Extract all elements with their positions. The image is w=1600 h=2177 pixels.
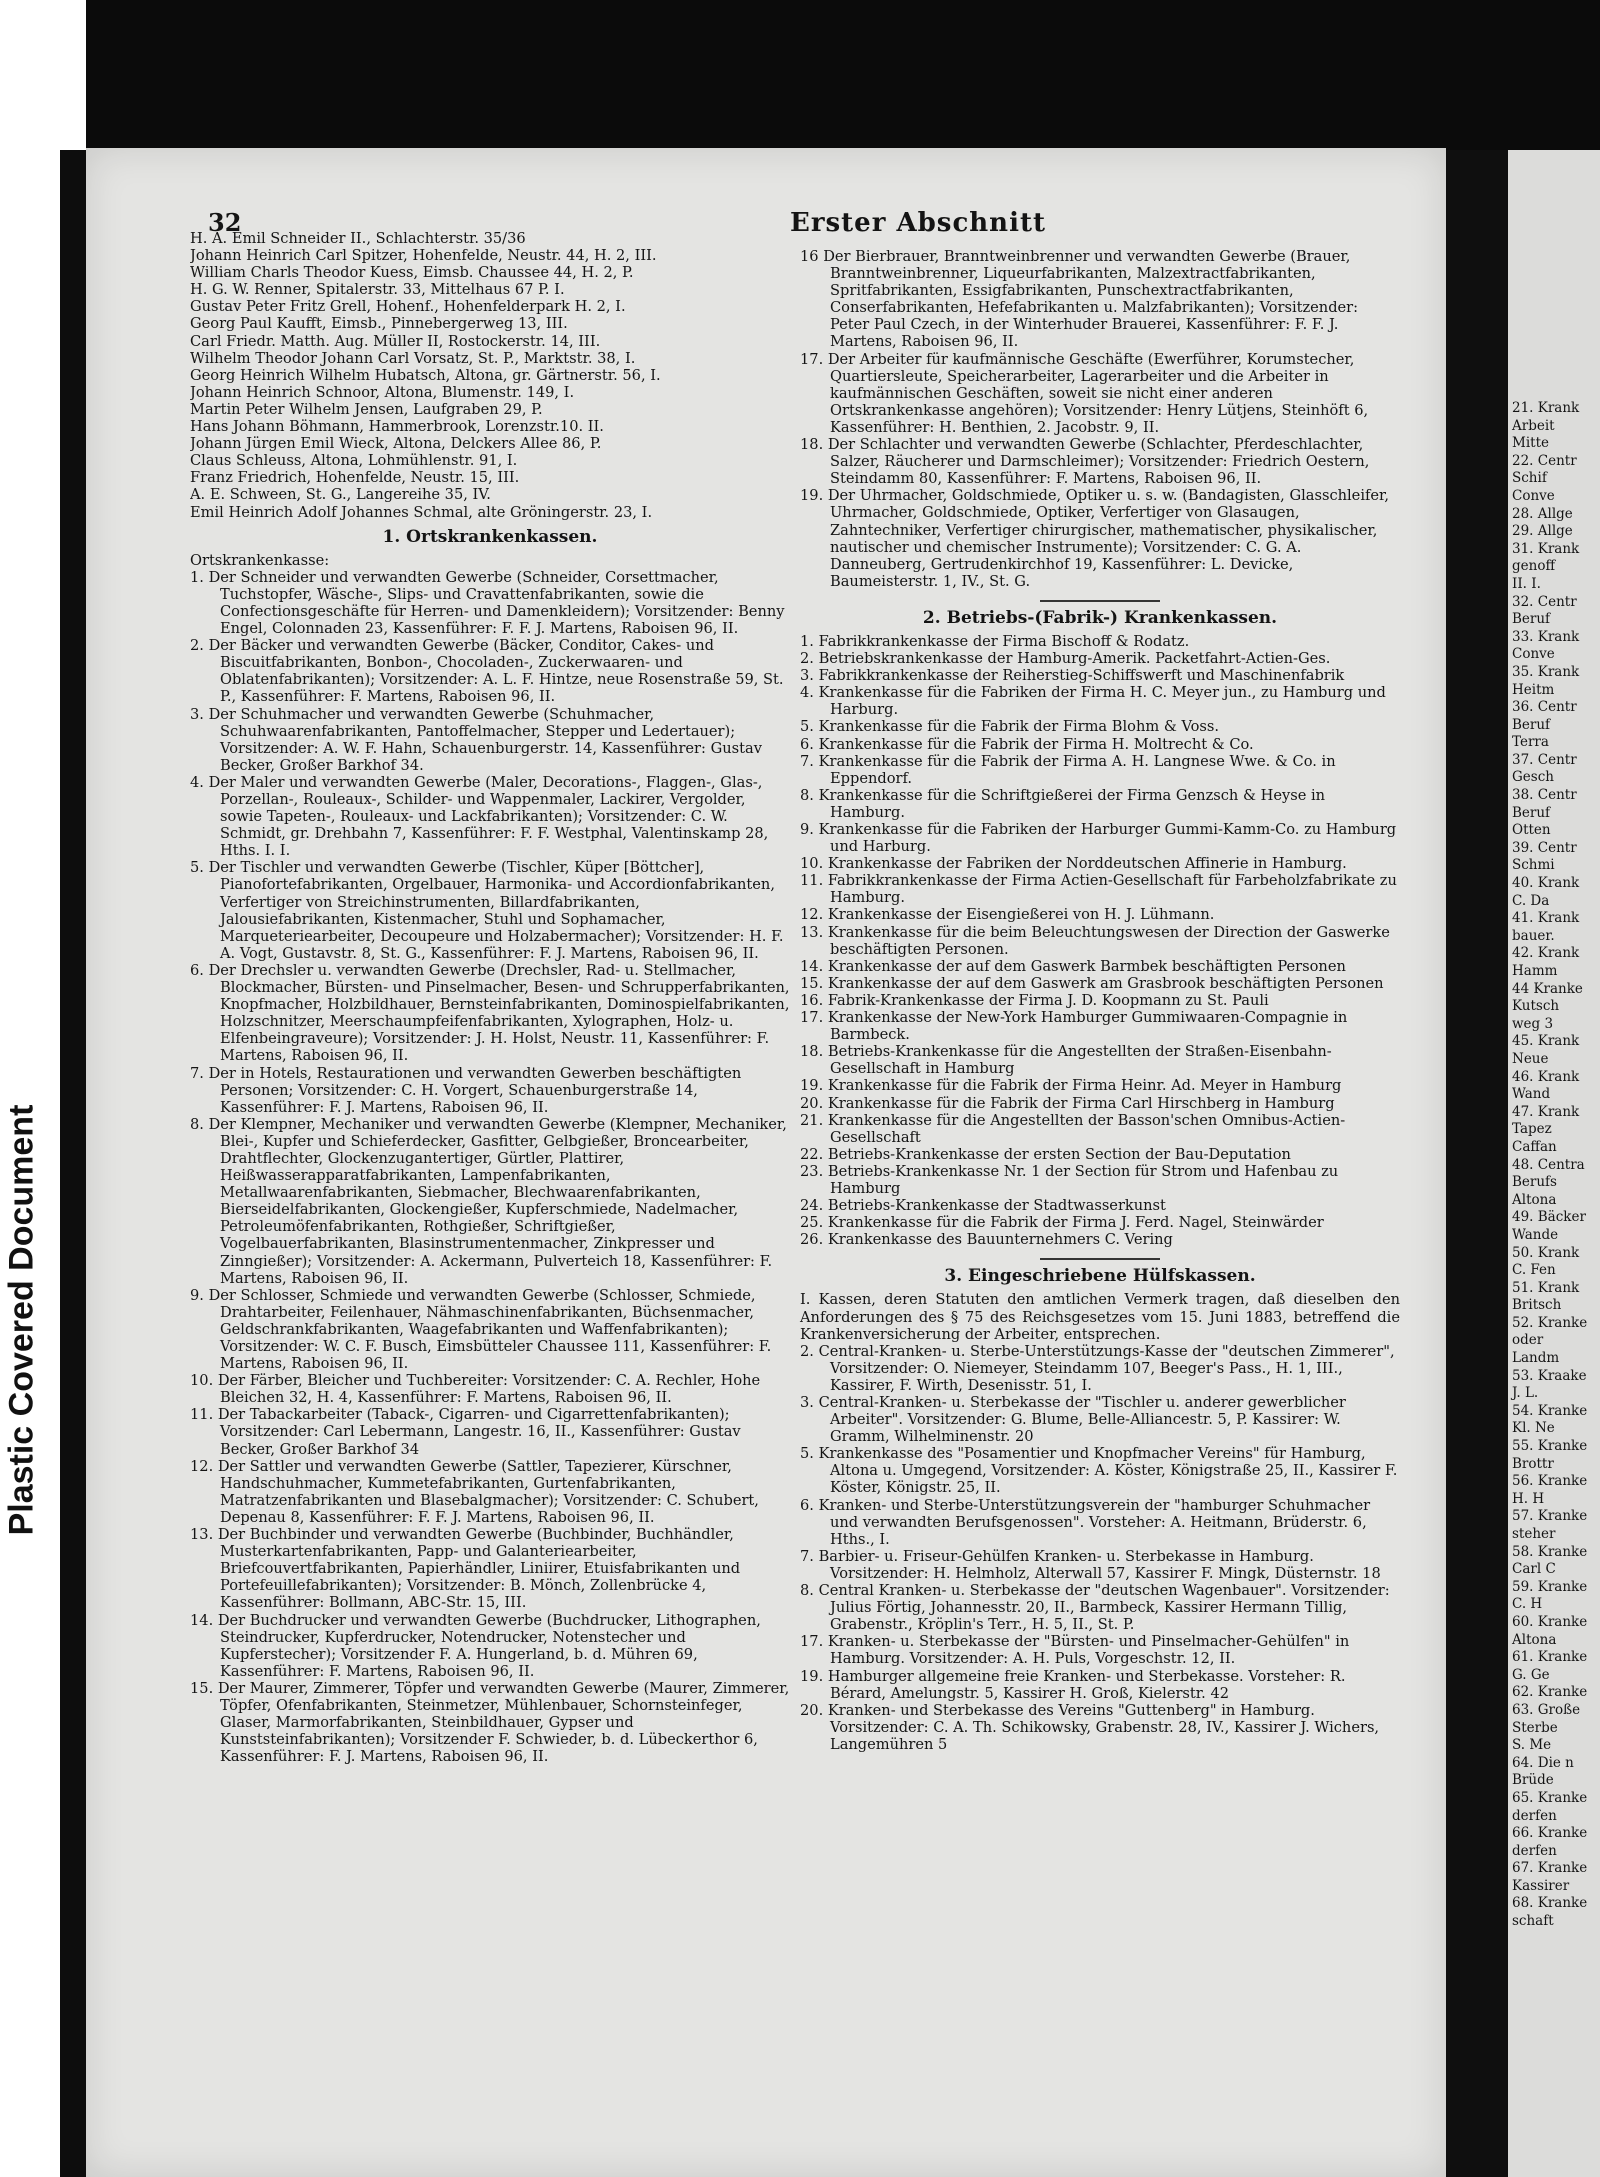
- next-page-line: Kutsch: [1512, 998, 1560, 1015]
- heading-huelfskassen: 3. Eingeschriebene Hülfskassen.: [944, 1266, 1256, 1287]
- list-item: [800, 958, 1400, 975]
- list-item: [190, 1526, 790, 1611]
- book-gutter: [1446, 150, 1508, 2177]
- list-item-text: 5. Krankenkasse für die Fabrik der Firma Blohm & Voss.: [800, 718, 1220, 736]
- next-page-line: Sterbe: [1512, 1719, 1558, 1736]
- next-page-line: Schif: [1512, 470, 1547, 487]
- next-page-line: Kassirer: [1512, 1877, 1570, 1894]
- list-item: [800, 633, 1400, 650]
- section-divider: [1040, 1258, 1160, 1260]
- list-item-text: 10. Krankenkasse der Fabriken der Norddeutschen Affinerie in Hamburg.: [800, 855, 1347, 873]
- name-entry: Emil Heinrich Adolf Johannes Schmal, alte Gröningerstr. 23, I.: [190, 503, 653, 521]
- name-entry: Gustav Peter Fritz Grell, Hohenf., Hohenfelderpark H. 2, I.: [190, 298, 626, 316]
- next-page-line: 66. Kranke: [1512, 1825, 1588, 1842]
- list-item-text: 11. Fabrikkrankenkasse der Firma Actien-Gesellschaft für Farbeholzfabrikate zu Hamburg.: [800, 872, 1397, 907]
- list-item: [800, 1163, 1400, 1197]
- list-item-text: 17. Kranken- u. Sterbekasse der "Bürsten- und Pinselmacher-Gehülfen" in Hamburg. Vorsitzender: A. H. Puls, Vorgeschstr. 12, II.: [800, 1633, 1350, 1668]
- next-page-line: Mitte: [1512, 435, 1549, 452]
- list-item: [800, 855, 1400, 872]
- ortskrankenkassen-list-continued: [800, 248, 1400, 590]
- name-entry: H. A. Emil Schneider II., Schlachterstr. 35/36: [190, 230, 526, 247]
- next-page-line: 53. Kraake: [1512, 1367, 1587, 1384]
- list-item-text: 24. Betriebs-Krankenkasse der Stadtwasserkunst: [800, 1197, 1166, 1215]
- next-page-line: 62. Kranke: [1512, 1684, 1588, 1701]
- next-page-line: J. L.: [1512, 1385, 1539, 1402]
- next-page-line: 33. Krank: [1512, 628, 1580, 645]
- next-page-line: 56. Kranke: [1512, 1473, 1588, 1490]
- list-item-text: 11. Der Tabackarbeiter (Taback-, Cigarren- und Cigarrettenfabrikanten); Vorsitzender: Carl Lebermann, Langestr. 16, II., Kassenführer: Gustav Becker, Großer Barkhof 34: [190, 1406, 741, 1458]
- list-item-text: 4. Krankenkasse für die Fabriken der Firma H. C. Meyer jun., zu Hamburg und Harburg.: [800, 684, 1386, 719]
- scan-background-left: [60, 150, 86, 2177]
- next-page-line: C. Da: [1512, 892, 1550, 909]
- list-item: [190, 1406, 790, 1457]
- ortskrankenkassen-list: [190, 569, 790, 1766]
- list-item: [800, 992, 1400, 1009]
- list-item: [190, 706, 790, 774]
- list-item-text: 15. Der Maurer, Zimmerer, Töpfer und verwandten Gewerbe (Maurer, Zimmerer, Töpfer, Ofenfabrikanten, Steinmetzer, Mühlenbauer, Schornsteinfeger, Glaser, Marmorfabrikanten, Steinbildhauer, Gypser und Kunststeinfabrikanten); Vorsitzender F. Schwieder, b. d. Lübeckerthor 6, Kassenführer: F. J. Martens, Raboisen 96, II.: [190, 1679, 790, 1766]
- list-item-text: 14. Krankenkasse der auf dem Gaswerk Barmbek beschäftigten Personen: [800, 957, 1346, 975]
- next-page-line: 21. Krank: [1512, 400, 1580, 416]
- list-item: [800, 872, 1400, 906]
- name-entry: Carl Friedr. Matth. Aug. Müller II, Rostockerstr. 14, III.: [190, 332, 601, 350]
- next-page-line: Berufs: [1512, 1174, 1557, 1191]
- list-item-text: 13. Krankenkasse für die beim Beleuchtungswesen der Direction der Gaswerke beschäftigten Personen.: [800, 923, 1390, 958]
- list-item-text: 17. Der Arbeiter für kaufmännische Geschäfte (Ewerführer, Korumstecher, Quartiersleute, Speicherarbeiter, Lagerarbeiter und die Arbeiter in kaufmännischen Geschäften, soweit sie nicht einer anderen Ortskrankenkasse angehören); Vorsitzender: Henry Lütjens, Steinhöft 6, Kassenführer: H. Benthien, 2. Jacobstr. 9, II.: [800, 350, 1369, 436]
- list-item-text: 14. Der Buchdrucker und verwandten Gewerbe (Buchdrucker, Lithographen, Steindrucker, Kupferdrucker, Notendrucker, Notenstecher und Kupferstecher); Vorsitzender F. A. Hungerland, b. d. Mühren 69, Kassenführer: F. Martens, Raboisen 96, II.: [190, 1611, 761, 1680]
- page-number: 32: [208, 208, 242, 237]
- next-page-line: 64. Die n: [1512, 1754, 1574, 1771]
- next-page-line: Tapez: [1512, 1121, 1552, 1138]
- list-item-text: 3. Fabrikkrankenkasse der Reiherstieg-Schiffswerft und Maschinenfabrik: [800, 667, 1345, 685]
- list-item-text: 19. Der Uhrmacher, Goldschmiede, Optiker u. s. w. (Bandagisten, Glasschleifer, Uhrmacher, Goldschmiede, Optiker, Verfertiger von Glasaugen, Zahntechniker, Verfertiger chirurgischer, mathematischer, physikalischer, nautischer und chemischer Instrumente); Vorsitzender: C. G. A. Danneuberg, Gertrudenkirchhof 19, Kassenführer: L. Devicke, Baumeisterstr. 1, IV., St. G.: [800, 487, 1390, 590]
- list-item-text: 2. Betriebskrankenkasse der Hamburg-Amerik. Packetfahrt-Actien-Ges.: [800, 650, 1331, 668]
- next-page-line: 32. Centr: [1512, 593, 1577, 610]
- list-item: [190, 1372, 790, 1406]
- next-page-line: Schmi: [1512, 857, 1555, 874]
- next-page-line: 35. Krank: [1512, 663, 1580, 680]
- next-page-line: H. H: [1512, 1490, 1545, 1507]
- next-page-line: Gesch: [1512, 769, 1554, 786]
- next-page-line: Brüde: [1512, 1772, 1554, 1789]
- list-item-text: 17. Krankenkasse der New-York Hamburger Gummiwaaren-Compagnie in Barmbeck.: [800, 1009, 1348, 1044]
- list-item-text: 20. Kranken- und Sterbekasse des Vereins "Guttenberg" in Hamburg. Vorsitzender: C. A. Th. Schikowsky, Grabenstr. 28, IV., Kassirer J. Wichers, Langemühren 5: [800, 1701, 1380, 1753]
- next-page-line: 50. Krank: [1512, 1244, 1580, 1261]
- list-item: [800, 1077, 1400, 1094]
- next-page-line: 37. Centr: [1512, 751, 1577, 768]
- list-item-text: 22. Betriebs-Krankenkasse der ersten Section der Bau-Deputation: [800, 1145, 1291, 1163]
- next-page-line: 67. Kranke: [1512, 1860, 1588, 1877]
- intro-paragraph: I. Kassen, deren Statuten den amtlichen Vermerk tragen, daß dieselben den Anforderungen des § 75 des Reichsgesetzes vom 15. Juni 1883, betreffend die Krankenversicherung der Arbeiter, entsprechen.: [800, 1291, 1400, 1343]
- next-page-line: 36. Centr: [1512, 699, 1577, 716]
- list-item: [800, 1231, 1400, 1248]
- next-page-line: Terra: [1512, 734, 1549, 751]
- next-page-line: 68. Kranke: [1512, 1895, 1588, 1912]
- name-entry: Johann Heinrich Carl Spitzer, Hohenfelde, Neustr. 44, H. 2, III.: [190, 247, 657, 265]
- list-item: [800, 436, 1400, 487]
- sidebar-label: Plastic Covered Document: [2, 1104, 41, 1536]
- next-page-line: 45. Krank: [1512, 1033, 1580, 1050]
- next-page-line: derfen: [1512, 1842, 1557, 1859]
- list-item: [800, 667, 1400, 684]
- list-item: [190, 1680, 790, 1765]
- list-item: [800, 1214, 1400, 1231]
- list-item: [190, 1065, 790, 1116]
- next-page-line: 39. Centr: [1512, 839, 1577, 856]
- next-page-line: 54. Kranke: [1512, 1402, 1588, 1419]
- next-page-line: 46. Krank: [1512, 1068, 1580, 1085]
- lead-text: Ortskrankenkasse:: [190, 551, 330, 569]
- name-entry: Franz Friedrich, Hohenfelde, Neustr. 15, III.: [190, 469, 520, 487]
- next-page-line: 55. Kranke: [1512, 1438, 1588, 1455]
- list-item: [800, 487, 1400, 590]
- list-item: [800, 1702, 1400, 1753]
- scan-background-top: [86, 0, 1600, 150]
- list-item-text: 23. Betriebs-Krankenkasse Nr. 1 der Section für Strom und Hafenbau zu Hamburg: [800, 1162, 1339, 1197]
- heading-ortskrankenkassen: 1. Ortskrankenkassen.: [382, 526, 598, 547]
- next-page-line: Wand: [1512, 1086, 1551, 1103]
- list-item-text: 18. Der Schlachter und verwandten Gewerbe (Schlachter, Pferdeschlachter, Salzer, Räucherer und Darmschleimer); Vorsitzender: Friedrich Oestern, Steindamm 80, Kassenführer: F. Martens, Raboisen 96, II.: [800, 436, 1370, 488]
- list-item-text: 12. Der Sattler und verwandten Gewerbe (Sattler, Tapezierer, Kürschner, Handschuhmacher, Kummetefabrikanten, Gurtenfabrikanten, Matratzenfabrikanten und Blasebalgmacher); Vorsitzender: C. Schubert, Depenau 8, Kassenführer: F. F. J. Martens, Raboisen 96, II.: [190, 1457, 759, 1526]
- next-page-line: Arbeit: [1512, 417, 1555, 434]
- names-list: [190, 230, 790, 521]
- next-page-line: 29. Allge: [1512, 523, 1573, 540]
- list-item: [800, 1095, 1400, 1112]
- next-page-line: 28. Allge: [1512, 505, 1573, 522]
- next-page-line: 63. Große: [1512, 1701, 1581, 1718]
- list-item-text: 7. Barbier- u. Friseur-Gehülfen Kranken- u. Sterbekasse in Hamburg. Vorsitzender: H. Helmholz, Alterwall 57, Kassirer F. Mingk, Düsternstr. 18: [800, 1547, 1381, 1582]
- next-page-line: 47. Krank: [1512, 1103, 1580, 1120]
- next-page-line: C. H: [1512, 1596, 1543, 1613]
- next-page-line: S. Me: [1512, 1737, 1552, 1754]
- next-page-line: Altona: [1512, 1191, 1557, 1208]
- name-entry: William Charls Theodor Kuess, Eimsb. Chaussee 44, H. 2, P.: [190, 264, 634, 282]
- next-page-line: Hamm: [1512, 963, 1558, 979]
- next-page-line: oder: [1512, 1332, 1544, 1349]
- heading-betriebskrankenkassen: 2. Betriebs-(Fabrik-) Krankenkassen.: [922, 607, 1278, 628]
- next-page-line: Beruf: [1512, 804, 1551, 821]
- next-page-line: II. I.: [1512, 575, 1541, 592]
- next-page-line: Brottr: [1512, 1455, 1554, 1472]
- list-item-text: 9. Krankenkasse für die Fabriken der Harburger Gummi-Kamm-Co. zu Hamburg und Harburg.: [800, 821, 1397, 856]
- list-item-text: 20. Krankenkasse für die Fabrik der Firma Carl Hirschberg in Hamburg: [800, 1094, 1335, 1112]
- list-item: [800, 1497, 1400, 1548]
- list-item: [800, 684, 1400, 718]
- next-page-line: Beruf: [1512, 716, 1551, 733]
- list-item: [800, 753, 1400, 787]
- list-item-text: 3. Der Schuhmacher und verwandten Gewerbe (Schuhmacher, Schuhwaarenfabrikanten, Pantoffelmacher, Stepper und Ledertauer); Vorsitzender: A. W. F. Hahn, Schauenburgerstr. 14, Kassenführer: Gustav Becker, Großer Barkhof 34.: [190, 705, 762, 774]
- betriebskrankenkassen-list: [800, 633, 1400, 1248]
- list-item-text: 3. Central-Kranken- u. Sterbekasse der "Tischler u. anderer gewerblicher Arbeiter". Vorsitzender: G. Blume, Belle-Alliancestr. 5, P. Kassirer: W. Gramm, Wilhelminenstr. 20: [800, 1394, 1346, 1446]
- list-item-text: 16 Der Bierbrauer, Branntweinbrenner und verwandten Gewerbe (Brauer, Branntweinbrenner, Liqueurfabrikanten, Malzextractfabrikanten, Spritfabrikanten, Essigfabrikanten, Punschextractfabrikanten, Conserfabrikanten, Hefefabrikanten u. Malzfabrikanten); Vorsitzender: Peter Paul Czech, in der Winterhuder Brauerei, Kassenführer: F. F. J. Martens, Raboisen 96, II.: [800, 248, 1359, 351]
- list-item: [800, 924, 1400, 958]
- list-item-text: 4. Der Maler und verwandten Gewerbe (Maler, Decorations-, Flaggen-, Glas-, Porzellan-, Rouleaux-, Schilder- und Wappenmaler, Lackirer, Vergolder, sowie Tapeten-, Rouleaux- und Lackfabrikanten); Vorsitzender: C. W. Schmidt, gr. Drehbahn 7, Kassenführer: F. F. Westphal, Valentinskamp 28, Hths. I. I.: [190, 773, 769, 860]
- list-item-text: 21. Krankenkasse für die Angestellten der Basson'schen Omnibus-Actien-Gesellschaft: [800, 1111, 1346, 1146]
- sidebar-watermark: [0, 0, 44, 2177]
- next-page-line: 60. Kranke: [1512, 1613, 1588, 1630]
- next-page-line: schaft: [1512, 1913, 1554, 1930]
- list-item: [800, 718, 1400, 735]
- list-item: [190, 569, 790, 637]
- name-entry: Georg Paul Kaufft, Eimsb., Pinnebergerweg 13, III.: [190, 315, 568, 333]
- list-item: [800, 1445, 1400, 1496]
- next-page-line: 48. Centra: [1512, 1156, 1585, 1173]
- list-item-text: 5. Der Tischler und verwandten Gewerbe (Tischler, Küper [Böttcher], Pianofortefabrikanten, Orgelbauer, Harmonika- und Accordionfabrikanten, Verfertiger von Streichinstrumenten, Billardfabrikanten, Jalousiefabrikanten, Kistenmacher, Stuhl und Sophamacher, Marqueteriearbeiter, Decoupeure und Holzabermacher); Vorsitzender: H. F. A. Vogt, Gustavstr. 8, St. G., Kassenführer: F. J. Martens, Raboisen 96, II.: [190, 859, 784, 962]
- list-item: [800, 1009, 1400, 1043]
- list-item: [190, 1116, 790, 1287]
- next-page-line: weg 3: [1512, 1015, 1554, 1032]
- name-entry: Johann Jürgen Emil Wieck, Altona, Delckers Allee 86, P.: [190, 435, 602, 453]
- list-item: [800, 736, 1400, 753]
- list-item-text: 12. Krankenkasse der Eisengießerei von H. J. Lühmann.: [800, 906, 1215, 924]
- next-page-line: C. Fen: [1512, 1262, 1556, 1279]
- next-page-line: Britsch: [1512, 1297, 1562, 1314]
- list-item: [190, 637, 790, 705]
- list-item-text: 6. Krankenkasse für die Fabrik der Firma H. Moltrecht & Co.: [800, 735, 1254, 753]
- next-page-line: 59. Kranke: [1512, 1578, 1588, 1595]
- list-item-text: 9. Der Schlosser, Schmiede und verwandten Gewerbe (Schlosser, Schmiede, Drahtarbeiter, Feilenhauer, Nähmaschinenfabrikanten, Büchsenmacher, Geldschrankfabrikanten, Waagefabrikanten und Waffenfabrikanten); Vorsitzender: W. C. F. Busch, Eimsbütteler Chaussee 111, Kassenführer: F. Martens, Raboisen 96, II.: [190, 1286, 772, 1373]
- list-item-text: 7. Der in Hotels, Restaurationen und verwandten Gewerben beschäftigten Personen; Vorsitzender: C. H. Vorgert, Schauenburgerstraße 14, Kassenführer: F. J. Martens, Raboisen 96, II.: [190, 1064, 742, 1116]
- list-item-text: 8. Central Kranken- u. Sterbekasse der "deutschen Wagenbauer". Vorsitzender: Julius Förtig, Johannesstr. 20, II., Barmbeck, Kassirer Hermann Tillig, Grabenstr., Kröplin's Terr., H. 5, II., St. P.: [800, 1582, 1390, 1634]
- next-page-line: Conve: [1512, 487, 1555, 504]
- next-page-line: 52. Kranke: [1512, 1314, 1588, 1331]
- list-item-text: 1. Fabrikkrankenkasse der Firma Bischoff & Rodatz.: [800, 632, 1190, 650]
- list-item: [190, 1287, 790, 1372]
- list-item-text: 19. Krankenkasse für die Fabrik der Firma Heinr. Ad. Meyer in Hamburg: [800, 1077, 1342, 1095]
- name-entry: A. E. Schween, St. G., Langereihe 35, IV.: [190, 486, 491, 504]
- list-item-text: 25. Krankenkasse für die Fabrik der Firma J. Ferd. Nagel, Steinwärder: [800, 1214, 1324, 1232]
- list-item: [190, 859, 790, 962]
- list-item-text: 16. Fabrik-Krankenkasse der Firma J. D. Koopmann zu St. Pauli: [800, 991, 1269, 1009]
- next-page-line: Kl. Ne: [1512, 1420, 1555, 1437]
- list-item-text: 5. Krankenkasse des "Posamentier und Knopfmacher Vereins" für Hamburg, Altona u. Umgegend, Vorsitzender: A. Köster, Königstraße 25, II., Kassirer F. Köster, Königstr. 25, II.: [800, 1445, 1398, 1497]
- list-item: [800, 1197, 1400, 1214]
- next-page-line: 42. Krank: [1512, 945, 1580, 962]
- list-item: [800, 1394, 1400, 1445]
- next-page-line: 40. Krank: [1512, 875, 1580, 892]
- next-page-line: Carl C: [1512, 1561, 1556, 1578]
- next-page-line: steher: [1512, 1526, 1556, 1542]
- list-item-text: 10. Der Färber, Bleicher und Tuchbereiter: Vorsitzender: C. A. Rechler, Hohe Bleichen 32, H. 4, Kassenführer: F. Martens, Raboisen 96, II.: [190, 1372, 761, 1407]
- next-page-line: 44 Kranke: [1512, 980, 1583, 997]
- section-title: Erster Abschnitt: [790, 208, 1046, 238]
- left-column: [190, 230, 790, 1765]
- next-page-edge: [1508, 150, 1600, 2177]
- next-page-line: 31. Krank: [1512, 540, 1580, 557]
- name-entry: Claus Schleuss, Altona, Lohmühlenstr. 91, I.: [190, 452, 518, 470]
- next-page-line: Altona: [1512, 1631, 1557, 1648]
- list-item: [190, 962, 790, 1065]
- next-page-line: derfen: [1512, 1807, 1557, 1824]
- list-item: [800, 1633, 1400, 1667]
- list-item: [800, 650, 1400, 667]
- list-item-text: 6. Der Drechsler u. verwandten Gewerbe (Drechsler, Rad- u. Stellmacher, Blockmacher, Bürsten- und Pinselmacher, Besen- und Schrupperfabrikanten, Knopfmacher, Holzbildhauer, Bernsteinfabrikanten, Dominospielfabrikanten, Holzschnitzer, Meerschaumpfeifenfabrikanten, Xylographen, Holz- u. Elfenbeingraveure); Vorsitzender: J. H. Holst, Neustr. 11, Kassenführer: F. Martens, Raboisen 96, II.: [190, 961, 790, 1065]
- list-item-text: 8. Krankenkasse für die Schriftgießerei der Firma Genzsch & Heyse in Hamburg.: [800, 786, 1326, 821]
- next-page-line: 38. Centr: [1512, 787, 1577, 804]
- list-item-text: 26. Krankenkasse des Bauunternehmers C. Vering: [800, 1231, 1173, 1249]
- list-item-text: 7. Krankenkasse für die Fabrik der Firma A. H. Langnese Wwe. & Co. in Eppendorf.: [800, 752, 1336, 787]
- list-item-text: 18. Betriebs-Krankenkasse für die Angestellten der Straßen-Eisenbahn-Gesellschaft in Hamburg: [800, 1043, 1332, 1078]
- list-item-text: 6. Kranken- und Sterbe-Unterstützungsverein der "hamburger Schuhmacher und verwandten Berufsgenossen". Vorsteher: A. Heitmann, Brüderstr. 6, Hths., I.: [800, 1496, 1371, 1548]
- list-item: [800, 1343, 1400, 1394]
- next-page-line: 22. Centr: [1512, 452, 1577, 469]
- next-page-line: 49. Bäcker: [1512, 1209, 1586, 1226]
- list-item: [800, 248, 1400, 351]
- next-page-line: Caffan: [1512, 1138, 1557, 1155]
- name-entry: Wilhelm Theodor Johann Carl Vorsatz, St. P., Marktstr. 38, I.: [190, 349, 636, 367]
- list-item: [800, 787, 1400, 821]
- next-page-line: 41. Krank: [1512, 910, 1580, 927]
- list-item: [800, 351, 1400, 436]
- next-page-line: Beruf: [1512, 611, 1551, 628]
- name-entry: Hans Johann Böhmann, Hammerbrook, Lorenzstr.10. II.: [190, 418, 604, 436]
- section-divider: [1040, 600, 1160, 602]
- next-page-line: Neue: [1512, 1050, 1549, 1067]
- next-page-line: 61. Kranke: [1512, 1649, 1588, 1666]
- next-page-line: G. Ge: [1512, 1666, 1550, 1683]
- list-item: [800, 1582, 1400, 1633]
- list-item: [800, 975, 1400, 992]
- name-entry: H. G. W. Renner, Spitalerstr. 33, Mittelhaus 67 P. I.: [190, 281, 565, 299]
- next-page-line: Wande: [1512, 1226, 1559, 1243]
- list-item: [800, 1112, 1400, 1146]
- list-item-text: 1. Der Schneider und verwandten Gewerbe (Schneider, Corsettmacher, Tuchstopfer, Wäsche-, Slips- und Cravattenfabrikanten, sowie die Confectionsgeschäfte für Herren- und Damenkleidern); Vorsitzender: Benny Engel, Colonnaden 23, Kassenführer: F. F. J. Martens, Raboisen 96, II.: [190, 568, 785, 638]
- list-item-text: 19. Hamburger allgemeine freie Kranken- und Sterbekasse. Vorsteher: R. Bérard, Amelungstr. 5, Kassirer H. Groß, Kielerstr. 42: [800, 1667, 1346, 1702]
- next-page-line: 65. Kranke: [1512, 1789, 1588, 1806]
- name-entry: Georg Heinrich Wilhelm Hubatsch, Altona, gr. Gärtnerstr. 56, I.: [190, 366, 661, 384]
- list-item: [800, 1043, 1400, 1077]
- huelfskassen-list: [800, 1343, 1400, 1753]
- next-page-line: 58. Kranke: [1512, 1543, 1588, 1560]
- next-page-line: Heitm: [1512, 681, 1555, 698]
- name-entry: Johann Heinrich Schnoor, Altona, Blumenstr. 149, I.: [190, 383, 575, 401]
- list-item-text: 2. Central-Kranken- u. Sterbe-Unterstützungs-Kasse der "deutschen Zimmerer", Vorsitzender: O. Niemeyer, Steindamm 107, Beeger's Pass., H. 1, III., Kassirer, F. Wirth, Desenisstr. 51, I.: [800, 1342, 1395, 1394]
- name-entry: Martin Peter Wilhelm Jensen, Laufgraben 29, P.: [190, 400, 543, 418]
- next-page-line: 57. Kranke: [1512, 1508, 1588, 1525]
- right-column: [800, 248, 1400, 1753]
- next-page-lines: [1508, 400, 1587, 1931]
- list-item: [190, 774, 790, 859]
- list-item: [800, 821, 1400, 855]
- list-item: [800, 1668, 1400, 1702]
- next-page-line: 51. Krank: [1512, 1279, 1580, 1296]
- list-item: [800, 906, 1400, 923]
- list-item-text: 8. Der Klempner, Mechaniker und verwandten Gewerbe (Klempner, Mechaniker, Blei-, Kupfer und Schieferdecker, Gasfitter, Gelbgießer, Broncearbeiter, Drahtflechter, Glockenzugantertiger, Gürtler, Plattirer, Heißwasserapparatfabrikanten, Lampenfabrikanten, Metallwaarenfabrikanten, Siebmacher, Blechwaarenfabrikanten, Bierseidelfabrikanten, Glockengießer, Kupferschmiede, Nadelmacher, Petroleumöfenfabrikanten, Rothgießer, Schriftgießer, Vogelbauerfabrikanten, Blasinstrumentenmacher, Zinkpresser und Zinngießer); Vorsitzender: A. Ackermann, Pulverteich 18, Kassenführer: F. Martens, Raboisen 96, II.: [190, 1115, 787, 1287]
- list-item: [800, 1548, 1400, 1582]
- next-page-line: bauer.: [1512, 927, 1555, 944]
- list-item-text: 2. Der Bäcker und verwandten Gewerbe (Bäcker, Conditor, Cakes- und Biscuitfabrikanten, Bonbon-, Chocoladen-, Zuckerwaaren- und Oblatenfabrikanten); Vorsitzender: A. L. F. Hintze, neue Rosenstraße 59, St. P., Kassenführer: F. Martens, Raboisen 96, II.: [190, 637, 784, 706]
- next-page-line: Conve: [1512, 646, 1555, 663]
- next-page-line: Otten: [1512, 822, 1551, 839]
- list-item: [190, 1612, 790, 1680]
- list-item: [190, 1458, 790, 1526]
- list-item-text: 15. Krankenkasse der auf dem Gaswerk am Grasbrook beschäftigten Personen: [800, 974, 1384, 992]
- list-item: [800, 1146, 1400, 1163]
- list-item-text: 13. Der Buchbinder und verwandten Gewerbe (Buchbinder, Buchhändler, Musterkartenfabrikanten, Papp- und Galanteriearbeiter, Briefcouvertfabrikanten, Papierhändler, Liniirer, Etuisfabrikanten und Portefeuillefabrikanten); Vorsitzender: B. Mönch, Zollenbrücke 4, Kassenführer: Bollmann, ABC-Str. 15, III.: [190, 1526, 741, 1612]
- next-page-line: Landm: [1512, 1350, 1560, 1367]
- next-page-line: genoff: [1512, 558, 1556, 575]
